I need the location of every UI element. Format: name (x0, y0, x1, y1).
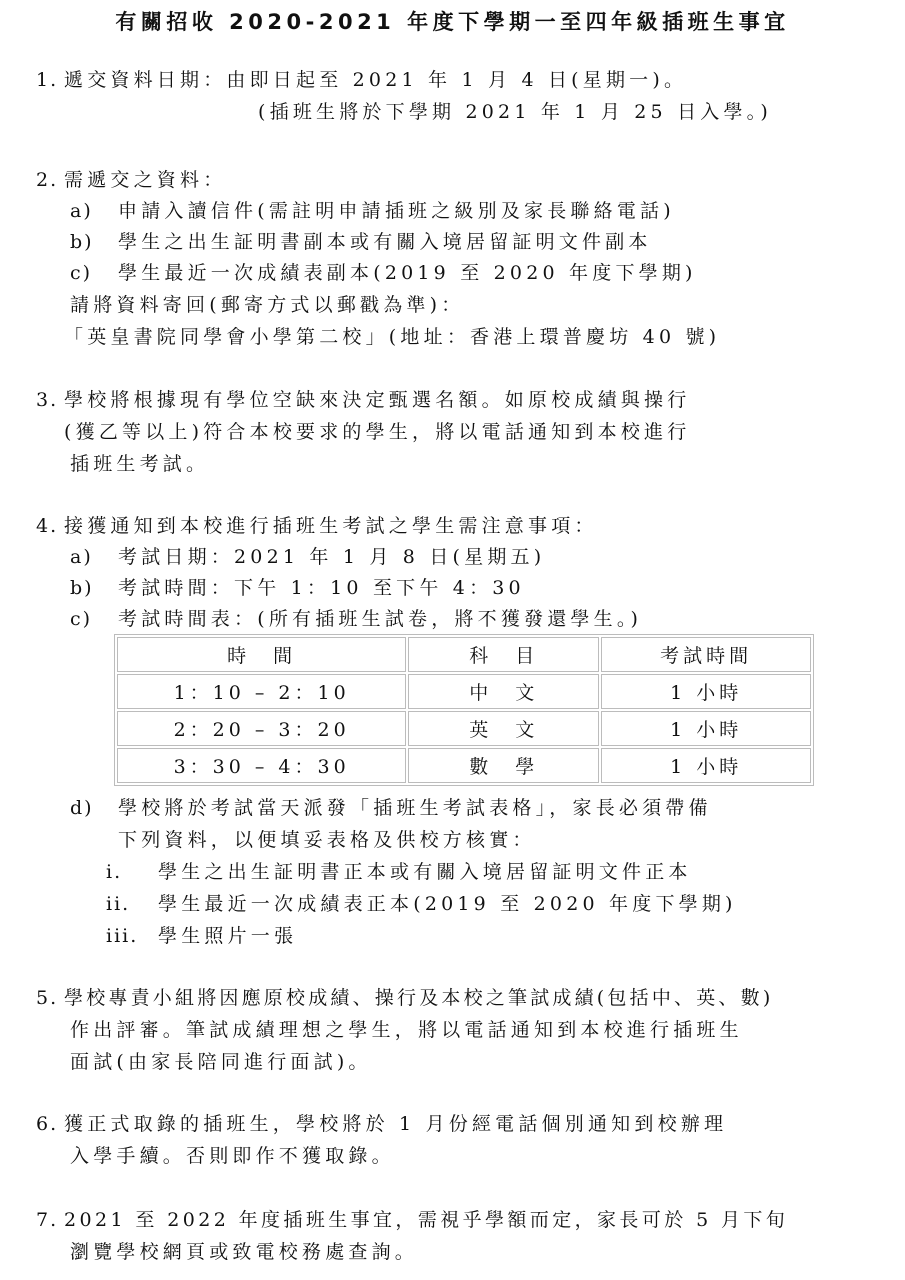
section-2-address: 「英皇書院同學會小學第二校」(地址：香港上環普慶坊 40 號) (64, 326, 721, 348)
table-cell-time: 2：20 – 3：20 (117, 711, 406, 746)
section-4-subitem-i (106, 860, 692, 884)
exam-schedule-table (114, 634, 814, 786)
section-2-item-a-text: 申請入讀信件(需註明申請插班之級別及家長聯絡電話) (118, 200, 675, 222)
section-5-line-2: 作出評審。筆試成績理想之學生，將以電話通知到本校進行插班生 (70, 1019, 743, 1041)
section-4-item-c-label: c) (70, 608, 93, 630)
section-4-item-b (70, 576, 525, 600)
section-2-item-a-label: a) (70, 200, 93, 222)
section-4-heading-text: 接獲通知到本校進行插班生考試之學生需注意事項： (64, 515, 598, 537)
section-1-number: 1. (36, 69, 59, 91)
table-cell-subject: 英 文 (408, 711, 599, 746)
section-5-line-1 (36, 986, 773, 1010)
section-4-subitem-ii (106, 892, 737, 916)
table-header-row (117, 637, 811, 672)
section-4-item-d-label: d) (70, 797, 94, 819)
section-3-line-1 (36, 388, 690, 412)
section-4-item-a (70, 545, 545, 569)
table-cell-subject: 數 學 (408, 748, 599, 783)
section-4-subitem-i-label: i. (106, 861, 123, 883)
table-cell-duration: 1 小時 (601, 674, 811, 709)
section-7-number: 7. (36, 1209, 59, 1231)
section-4-item-d (70, 796, 712, 820)
section-6-line-2: 入學手續。否則即作不獲取錄。 (70, 1145, 395, 1167)
section-7-line-2: 瀏覽學校網頁或致電校務處查詢。 (70, 1241, 419, 1263)
section-4-item-d-text: 學校將於考試當天派發「插班生考試表格」，家長必須帶備 (118, 797, 712, 819)
section-4-item-c-text: 考試時間表：(所有插班生試卷，將不獲發還學生。) (118, 608, 643, 630)
section-4-subitem-iii (106, 924, 297, 948)
section-6-number: 6. (36, 1113, 59, 1135)
table-header-duration: 考試時間 (601, 637, 811, 672)
section-4-subitem-ii-label: ii. (106, 893, 131, 915)
section-6-text-1: 獲正式取錄的插班生，學校將於 1 月份經電話個別通知到校辦理 (64, 1113, 728, 1135)
section-2-heading-text: 需遞交之資料： (64, 169, 227, 191)
table-row (117, 711, 811, 746)
section-4-subitem-ii-text: 學生最近一次成績表正本(2019 至 2020 年度下學期) (158, 893, 737, 915)
section-4-number: 4. (36, 515, 59, 537)
section-1-note: (插班生將於下學期 2021 年 1 月 25 日入學。) (258, 101, 772, 123)
table-header-time: 時 間 (117, 637, 406, 672)
section-2-mail-note: 請將資料寄回(郵寄方式以郵戳為準)： (70, 294, 465, 316)
section-4-item-a-text: 考試日期：2021 年 1 月 8 日(星期五) (118, 546, 546, 568)
table-cell-time: 1：10 – 2：10 (117, 674, 406, 709)
section-2-number: 2. (36, 169, 59, 191)
section-1-line-1 (36, 68, 687, 92)
section-3-line-3: 插班生考試。 (70, 453, 210, 475)
page-title: 有關招收 2020-2021 年度下學期一至四年級插班生事宜 (115, 10, 790, 34)
section-2-item-b-text: 學生之出生証明書副本或有關入境居留証明文件副本 (118, 231, 652, 253)
table-cell-subject: 中 文 (408, 674, 599, 709)
section-3-text-1: 學校將根據現有學位空缺來決定甄選名額。如原校成績與操行 (64, 389, 691, 411)
section-6-line-1 (36, 1112, 727, 1136)
section-2-item-c (70, 261, 697, 285)
section-4-item-b-label: b) (70, 577, 94, 599)
section-2-item-b-label: b) (70, 231, 94, 253)
table-row (117, 674, 811, 709)
section-2-item-c-text: 學生最近一次成績表副本(2019 至 2020 年度下學期) (118, 262, 697, 284)
section-2-item-a (70, 199, 675, 223)
section-4-item-d-line-2: 下列資料，以便填妥表格及供校方核實： (118, 829, 536, 851)
section-3-line-2: (獲乙等以上)符合本校要求的學生，將以電話通知到本校進行 (64, 421, 691, 443)
section-7-line-1 (36, 1208, 788, 1232)
section-4-subitem-iii-label: iii. (106, 925, 139, 947)
section-4-heading (36, 514, 598, 538)
section-2-item-b (70, 230, 652, 254)
section-4-item-b-text: 考試時間：下午 1：10 至下午 4：30 (118, 577, 525, 599)
section-1-text: 遞交資料日期：由即日起至 2021 年 1 月 4 日(星期一)。 (64, 69, 688, 91)
table-cell-time: 3：30 – 4：30 (117, 748, 406, 783)
section-2-heading (36, 168, 226, 192)
section-4-item-a-label: a) (70, 546, 93, 568)
section-5-text-1: 學校專責小組將因應原校成績、操行及本校之筆試成績(包括中、英、數) (64, 987, 774, 1009)
table-row (117, 748, 811, 783)
table-cell-duration: 1 小時 (601, 748, 811, 783)
section-5-number: 5. (36, 987, 59, 1009)
section-4-item-c (70, 607, 642, 631)
section-5-line-3: 面試(由家長陪同進行面試)。 (70, 1051, 372, 1073)
section-4-subitem-iii-text: 學生照片一張 (158, 925, 298, 947)
section-3-number: 3. (36, 389, 59, 411)
section-7-text-1: 2021 至 2022 年度插班生事宜，需視乎學額而定，家長可於 5 月下旬 (64, 1209, 789, 1231)
section-4-subitem-i-text: 學生之出生証明書正本或有關入境居留証明文件正本 (158, 861, 692, 883)
table-header-subject: 科 目 (408, 637, 599, 672)
table-cell-duration: 1 小時 (601, 711, 811, 746)
section-2-item-c-label: c) (70, 262, 93, 284)
